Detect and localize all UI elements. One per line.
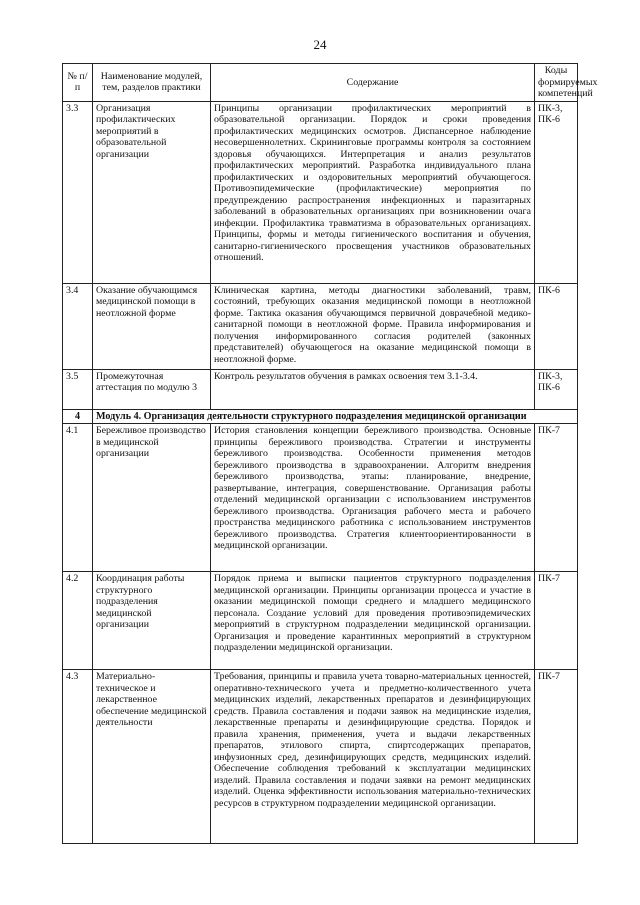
row-content: Требования, принципы и правила учета товарно-материальных ценностей, оперативно-технического учета и предметно-количественного учета медицинских изделий, лекарственных препаратов и дезинфицирующих средств. Правила составления и подачи заявок на медицинские изделия, лекарственные препараты и дезинфицирующие средства. Порядок и правила хранения, применения, учета и выдачи лекарственных препаратов, этилового спирта, спиртсодержащих препаратов, инфузионных сред, дезинфицирующих средств, медицинских изделий. Обеспечение соблюдения требований к эксплуатации медицинских изделий. Правила составления и подачи заявки на ремонт медицинских изделий. Оценка эффективности использования материально-технических ресурсов в структурном подразделении медицинской организации. [211,670,535,844]
curriculum-table [62,63,598,844]
table-row [63,424,578,572]
row-content: Клиническая картина, методы диагностики заболеваний, травм, состояний, требующих оказания медицинской помощи в неотложной форме. Тактика оказания обучающимся первичной доврачебной медико-санитарной помощи в неотложной форме. Правила информирования и получения информированного согласия родителей (законных представителей) обучающегося на оказание медицинской помощи в неотложной форме. [211,283,535,369]
module-title: Модуль 4. Организация деятельности структурного подразделения медицинской организации [93,409,578,424]
row-num: 3.3 [63,101,93,283]
row-name: Оказание обучающимся медицинской помощи в неотложной форме [93,283,211,369]
row-content: Порядок приема и выписки пациентов структурного подразделения медицинской организации. Принципы организации процесса и участие в оказании медицинской помощи среднего и младшего медицинского персонала. Создание условий для проведения противоэпидемических мероприятий в структурном подразделении медицинской организации. Организация и проведение карантинных мероприятий в структурном подразделении медицинской организации. [211,572,535,670]
row-codes: ПК-3, ПК-6 [535,101,578,283]
row-num: 4.1 [63,424,93,572]
row-codes: ПК-6 [535,283,578,369]
row-name: Бережливое производство в медицинской организации [93,424,211,572]
row-num: 3.4 [63,283,93,369]
table-header-row [63,64,578,102]
row-content: Принципы организации профилактических мероприятий в образовательной организации. Порядок и сроки проведения профилактических медицинских осмотров. Диспансерное наблюдение несовершеннолетних. Скрининговые программы контроля за состоянием здоровья обучающихся. Интерпретация и анализ результатов профилактических мероприятий. Разработка индивидуального плана профилактических и оздоровительных мероприятий обучающегося. Противоэпидемические (профилактические) мероприятия по предупреждению распространения инфекционных и паразитарных заболеваний в образовательных организациях при возникновении очага инфекции. Профилактика травматизма в образовательных организациях. Принципы, формы и методы гигиенического воспитания и обучения, санитарно-гигиенического просвещения участников образовательных отношений. [211,101,535,283]
table-row [63,369,578,409]
page-number: 24 [313,37,327,52]
row-content: История становления концепции бережливого производства. Основные принципы бережливого производства. Стратегии и инструменты бережливого производства. Особенности применения методов бережливого производства в здравоохранении. Алгоритм внедрения бережливого производства, этапы: планирование, внедрение, развертывание, интеграция, совершенствование. Организация работы отделений медицинской организации с использованием инструментов бережливого производства. Организация рабочего места и рабочего пространства медицинского работника с использованием инструментов бережливого производства. Стратегия клиентоориентированности в медицинской организации. [211,424,535,572]
table-row [63,283,578,369]
row-codes: ПК-7 [535,424,578,572]
row-codes: ПК-7 [535,572,578,670]
row-name: Материально-техническое и лекарственное обеспечение медицинской деятельности [93,670,211,844]
table-row [63,670,578,844]
row-content: Контроль результатов обучения в рамках освоения тем 3.1-3.4. [211,369,535,409]
header-codes: Коды формируемых компетенций [535,64,578,102]
header-name: Наименование модулей, тем, разделов практики [93,64,211,102]
header-content: Содержание [211,64,535,102]
row-name: Промежуточная аттестация по модулю 3 [93,369,211,409]
row-codes: ПК-7 [535,670,578,844]
row-num: 4.3 [63,670,93,844]
module-row [63,409,578,424]
row-num: 3.5 [63,369,93,409]
table-row [63,572,578,670]
table-row [63,101,578,283]
row-name: Координация работы структурного подразделения медицинской организации [93,572,211,670]
header-num: № п/п [63,64,93,102]
row-codes: ПК-3, ПК-6 [535,369,578,409]
row-name: Организация профилактических мероприятий в образовательной организации [93,101,211,283]
row-num: 4.2 [63,572,93,670]
module-num: 4 [63,409,93,424]
